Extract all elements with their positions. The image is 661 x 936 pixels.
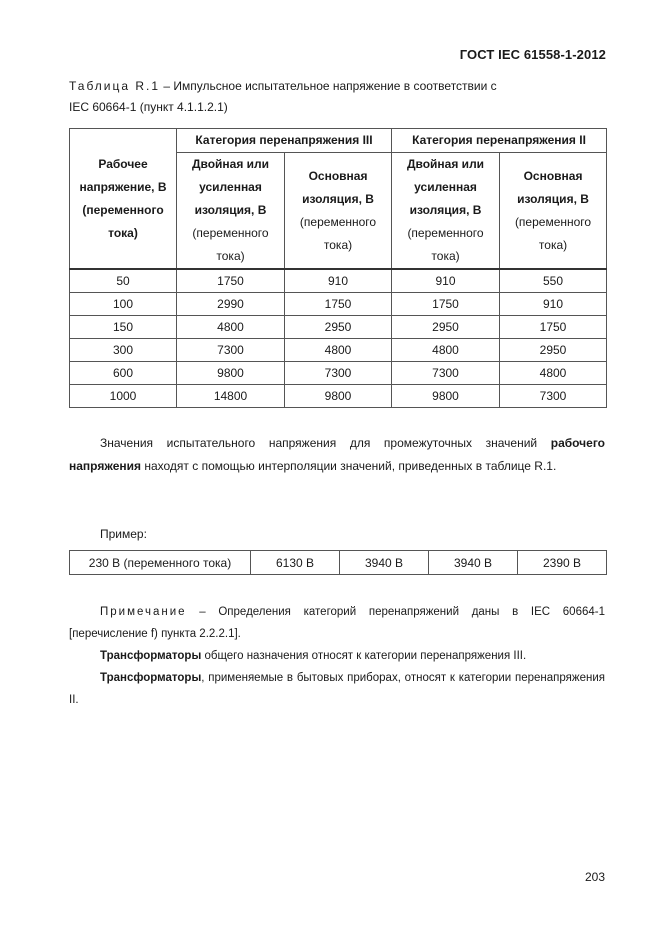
table-cell: 910 [285,269,392,293]
table-cell: 1750 [177,269,285,293]
table-cell: 300 [70,339,177,362]
table-row [70,551,607,575]
header-working-voltage: Рабочее напряжение, В (переменного тока) [70,129,177,270]
example-cell: 2390 В [518,551,607,575]
table-cell: 2950 [392,316,500,339]
table-cell: 7300 [500,385,607,408]
example-cell: 6130 В [251,551,340,575]
example-cell: 3940 В [340,551,429,575]
table-cell: 910 [392,269,500,293]
table-cell: 14800 [177,385,285,408]
table-cell: 550 [500,269,607,293]
table-cell: 150 [70,316,177,339]
table-row [70,293,607,316]
table-row [70,316,607,339]
table-cell: 4800 [500,362,607,385]
document-code: ГОСТ IEC 61558-1-2012 [459,47,606,62]
table-cell: 2950 [285,316,392,339]
table-cell: 4800 [177,316,285,339]
table-row [70,269,607,293]
interpolation-paragraph: Значения испытательного напряжения для промежуточных значений рабочего напряжения находят с помощью интерполяции значений, приведенных в таблице R.1. [69,436,605,473]
table-cell: 1000 [70,385,177,408]
table-cell: 1750 [285,293,392,316]
table-cell: 9800 [177,362,285,385]
table-row [70,362,607,385]
voltage-table-head [70,129,607,270]
notes-section [69,601,605,711]
table-caption-text-line2: IEC 60664-1 (пункт 4.1.1.2.1) [69,100,228,114]
header-basic-insulation-iii: Основная изоляция, В (переменного тока) [285,153,392,270]
table-cell: 1750 [500,316,607,339]
table-cell: 7300 [285,362,392,385]
table-cell: 7300 [392,362,500,385]
header-basic-insulation-ii: Основная изоляция, В (переменного тока) [500,153,607,270]
table-cell: 4800 [392,339,500,362]
example-table [69,550,607,575]
table-caption-label: Таблица R.1 [69,79,161,93]
table-row [70,339,607,362]
header-category-ii: Категория перенапряжения II [392,129,607,153]
table-cell: 100 [70,293,177,316]
table-cell: 9800 [285,385,392,408]
header-category-iii: Категория перенапряжения III [177,129,392,153]
table-cell: 4800 [285,339,392,362]
note-paragraph: Примечание – Определения категорий перенапряжений даны в IEC 60664-1 [перечисление f) пункта 2.2.2.1]. [69,606,605,640]
table-cell: 1750 [392,293,500,316]
table-cell: 9800 [392,385,500,408]
table-row [70,385,607,408]
table-caption [69,76,609,118]
header-double-insulation-iii: Двойная или усиленная изоляция, В (переменного тока) [177,153,285,270]
header-double-insulation-ii: Двойная или усиленная изоляция, В (переменного тока) [392,153,500,270]
example-label: Пример: [100,527,147,541]
table-cell: 600 [70,362,177,385]
example-cell: 230 В (переменного тока) [70,551,251,575]
table-caption-text: – Импульсное испытательное напряжение в соответствии с [160,79,497,93]
table-cell: 2990 [177,293,285,316]
table-cell: 2950 [500,339,607,362]
transformers-household-paragraph: Трансформаторы, применяемые в бытовых приборах, относят к категории перенапряжения II. [69,672,605,706]
voltage-table-body [70,269,607,408]
example-cell: 3940 В [429,551,518,575]
page-number: 203 [584,870,605,884]
voltage-table [69,128,607,408]
transformers-general-paragraph: Трансформаторы общего назначения относят к категории перенапряжения III. [100,650,527,662]
table-cell: 7300 [177,339,285,362]
table-cell: 910 [500,293,607,316]
table-cell: 50 [70,269,177,293]
